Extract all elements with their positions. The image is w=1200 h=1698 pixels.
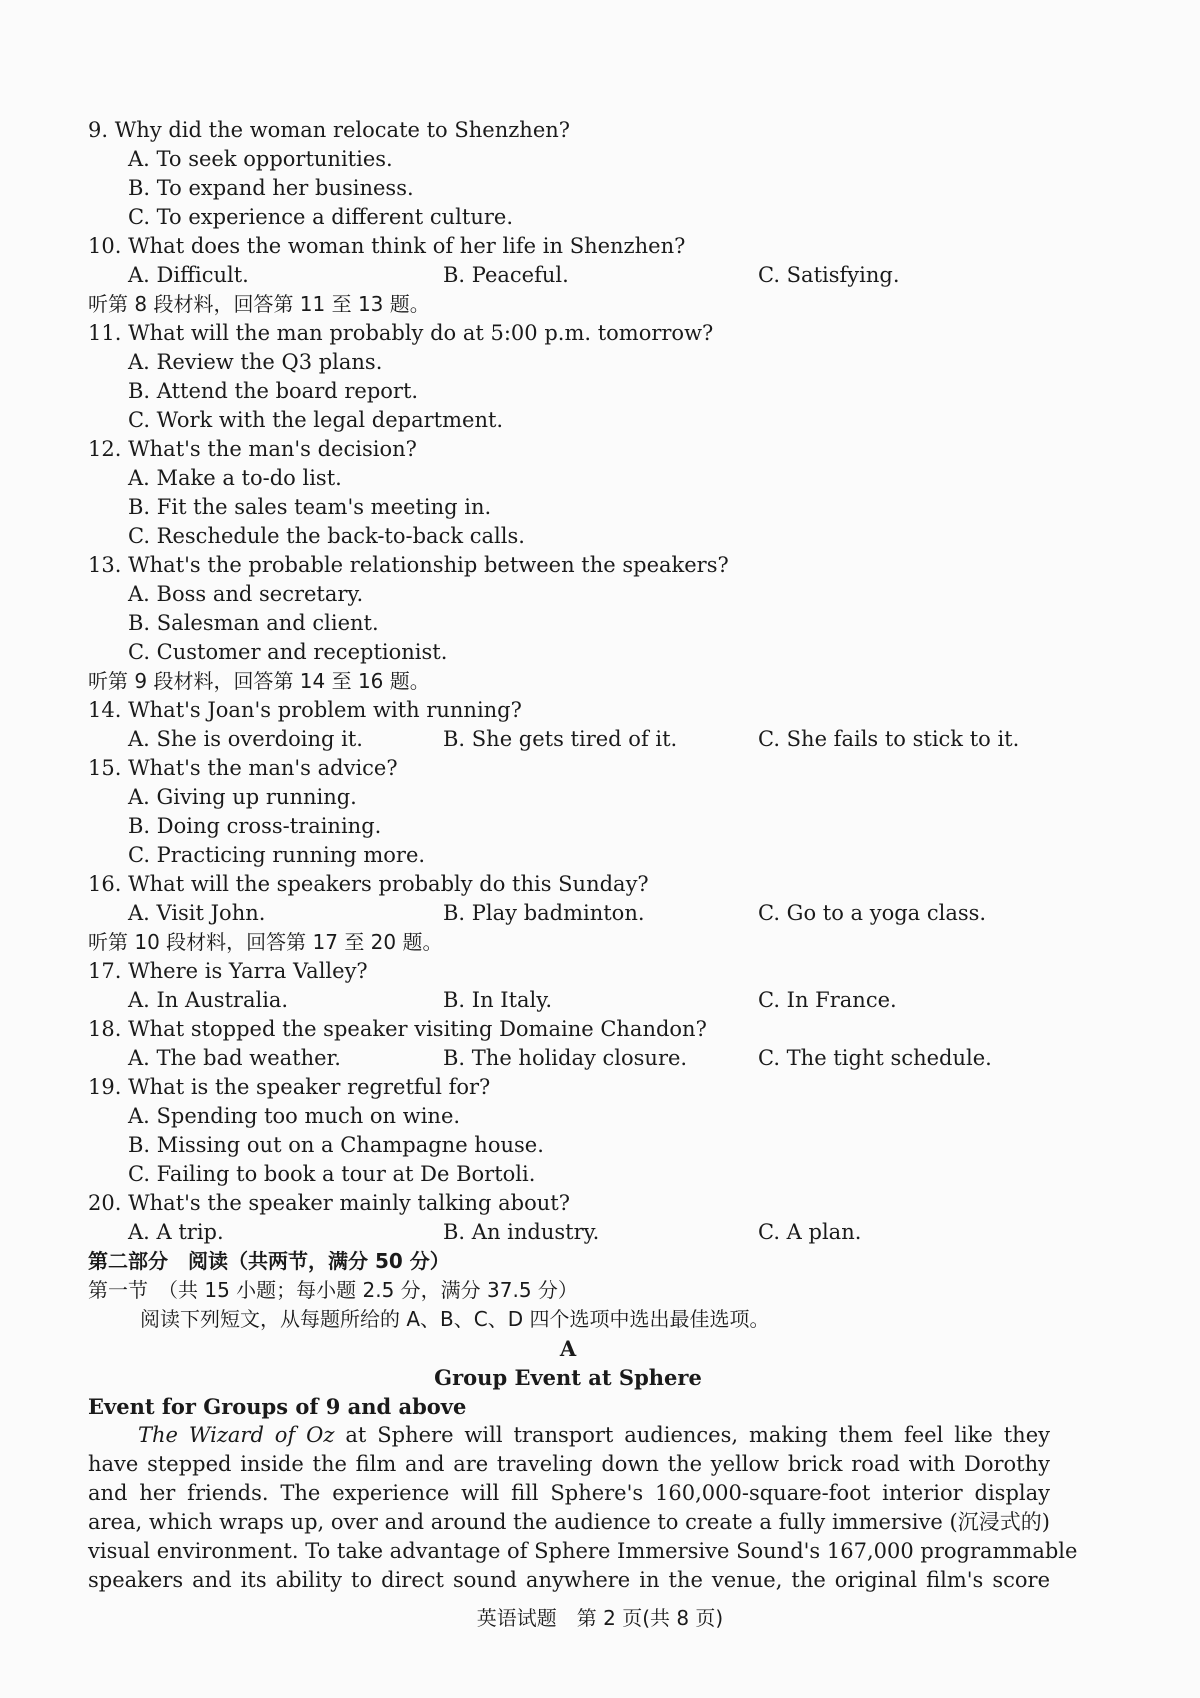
passage-line-4: area, which wraps up, over and around the audience to create a fully immersive (沉浸式的) bbox=[88, 1510, 1050, 1534]
question-20: 20. What's the speaker mainly talking about? bbox=[88, 1191, 570, 1215]
option-18a: A. The bad weather. bbox=[128, 1046, 341, 1070]
page-footer: 英语试题 第 2 页(共 8 页) bbox=[476, 1606, 724, 1630]
option-10c: C. Satisfying. bbox=[758, 263, 900, 287]
option-13b: B. Salesman and client. bbox=[128, 611, 379, 635]
option-20c: C. A plan. bbox=[758, 1220, 862, 1244]
part-two-heading: 第二部分 阅读（共两节，满分 50 分） bbox=[88, 1249, 450, 1273]
option-18b: B. The holiday closure. bbox=[443, 1046, 688, 1070]
passage-line-3: and her friends. The experience will fill Sphere's 160,000-square-foot interior display bbox=[88, 1481, 1050, 1505]
option-15c: C. Practicing running more. bbox=[128, 843, 426, 867]
question-13: 13. What's the probable relationship between the speakers? bbox=[88, 553, 729, 577]
option-11c: C. Work with the legal department. bbox=[128, 408, 504, 432]
options-20 bbox=[128, 1218, 1088, 1247]
option-16a: A. Visit John. bbox=[128, 901, 266, 925]
option-19a: A. Spending too much on wine. bbox=[128, 1104, 461, 1128]
options-10 bbox=[128, 261, 1088, 290]
question-10: 10. What does the woman think of her life in Shenzhen? bbox=[88, 234, 686, 258]
option-20b: B. An industry. bbox=[443, 1220, 600, 1244]
question-17: 17. Where is Yarra Valley? bbox=[88, 959, 368, 983]
option-13c: C. Customer and receptionist. bbox=[128, 640, 448, 664]
option-12c: C. Reschedule the back-to-back calls. bbox=[128, 524, 525, 548]
option-17a: A. In Australia. bbox=[128, 988, 289, 1012]
option-11a: A. Review the Q3 plans. bbox=[128, 350, 383, 374]
option-10b: B. Peaceful. bbox=[443, 263, 569, 287]
options-16 bbox=[128, 899, 1088, 928]
option-19c: C. Failing to book a tour at De Bortoli. bbox=[128, 1162, 536, 1186]
option-16c: C. Go to a yoga class. bbox=[758, 901, 987, 925]
passage-letter: A bbox=[559, 1336, 577, 1361]
option-16b: B. Play badminton. bbox=[443, 901, 645, 925]
options-18 bbox=[128, 1044, 1088, 1073]
question-14: 14. What's Joan's problem with running? bbox=[88, 698, 522, 722]
option-15b: B. Doing cross-training. bbox=[128, 814, 382, 838]
option-14b: B. She gets tired of it. bbox=[443, 727, 678, 751]
option-18c: C. The tight schedule. bbox=[758, 1046, 992, 1070]
passage-line-1-text: at Sphere will transport audiences, making them feel like they bbox=[334, 1423, 1051, 1447]
section-one-heading: 第一节 （共 15 小题；每小题 2.5 分，满分 37.5 分） bbox=[88, 1278, 578, 1302]
passage-line-5: visual environment. To take advantage of Sphere Immersive Sound's 167,000 programmable bbox=[88, 1539, 1078, 1563]
section-10-instruction: 听第 10 段材料，回答第 17 至 20 题。 bbox=[88, 930, 443, 954]
option-15a: A. Giving up running. bbox=[128, 785, 357, 809]
question-19: 19. What is the speaker regretful for? bbox=[88, 1075, 491, 1099]
option-10a: A. Difficult. bbox=[128, 263, 249, 287]
option-9b: B. To expand her business. bbox=[128, 176, 414, 200]
question-18: 18. What stopped the speaker visiting Domaine Chandon? bbox=[88, 1017, 707, 1041]
passage-line-2: have stepped inside the film and are traveling down the yellow brick road with Dorothy bbox=[88, 1452, 1050, 1476]
option-11b: B. Attend the board report. bbox=[128, 379, 419, 403]
option-14a: A. She is overdoing it. bbox=[128, 727, 363, 751]
option-20a: A. A trip. bbox=[128, 1220, 224, 1244]
section-9-instruction: 听第 9 段材料，回答第 14 至 16 题。 bbox=[88, 669, 430, 693]
option-19b: B. Missing out on a Champagne house. bbox=[128, 1133, 544, 1157]
option-9a: A. To seek opportunities. bbox=[128, 147, 393, 171]
question-11: 11. What will the man probably do at 5:00 p.m. tomorrow? bbox=[88, 321, 714, 345]
option-17b: B. In Italy. bbox=[443, 988, 552, 1012]
passage-line-1 bbox=[88, 1421, 1050, 1450]
reading-instruction: 阅读下列短文，从每题所给的 A、B、C、D 四个选项中选出最佳选项。 bbox=[140, 1307, 770, 1331]
option-12a: A. Make a to-do list. bbox=[128, 466, 342, 490]
options-14 bbox=[128, 725, 1088, 754]
option-17c: C. In France. bbox=[758, 988, 897, 1012]
options-17 bbox=[128, 986, 1088, 1015]
section-8-instruction: 听第 8 段材料，回答第 11 至 13 题。 bbox=[88, 292, 430, 316]
question-15: 15. What's the man's advice? bbox=[88, 756, 398, 780]
question-12: 12. What's the man's decision? bbox=[88, 437, 417, 461]
option-12b: B. Fit the sales team's meeting in. bbox=[128, 495, 492, 519]
question-9: 9. Why did the woman relocate to Shenzhen? bbox=[88, 118, 571, 142]
passage-title: Group Event at Sphere bbox=[434, 1365, 702, 1390]
option-13a: A. Boss and secretary. bbox=[128, 582, 364, 606]
option-9c: C. To experience a different culture. bbox=[128, 205, 513, 229]
option-14c: C. She fails to stick to it. bbox=[758, 727, 1020, 751]
question-16: 16. What will the speakers probably do this Sunday? bbox=[88, 872, 649, 896]
film-title: The Wizard of Oz bbox=[138, 1423, 335, 1447]
passage-subtitle: Event for Groups of 9 and above bbox=[88, 1394, 467, 1419]
passage-line-6: speakers and its ability to direct sound anywhere in the venue, the original film's score bbox=[88, 1568, 1050, 1592]
